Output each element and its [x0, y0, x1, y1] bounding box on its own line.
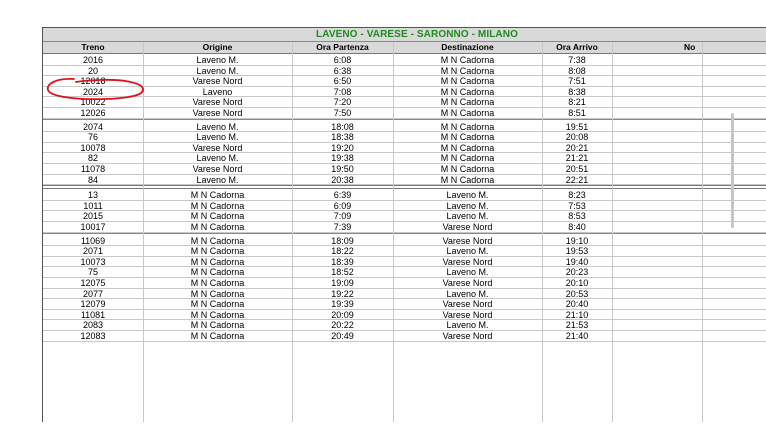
cell-treno: 10022: [80, 97, 106, 108]
table-row: [43, 164, 766, 175]
table-row: [43, 108, 766, 119]
cell-destinazione: M N Cadorna: [440, 142, 495, 153]
cell-destinazione: M N Cadorna: [440, 97, 495, 108]
column-header-row: [43, 42, 766, 54]
cell-destinazione: Varese Nord: [442, 235, 493, 246]
cell-treno: 2071: [82, 246, 104, 257]
cell-origine: M N Cadorna: [190, 299, 245, 310]
cell-origine: M N Cadorna: [190, 320, 245, 331]
cell-destinazione: Varese Nord: [442, 331, 493, 341]
header-treno: Treno: [81, 42, 105, 52]
timetable-sheet: [42, 27, 766, 422]
table-row: [43, 190, 766, 201]
cell-arrivo: 7:51: [568, 76, 586, 87]
cell-origine: M N Cadorna: [190, 211, 245, 222]
cell-origine: Varese Nord: [192, 97, 243, 108]
cell-arrivo: 20:08: [565, 132, 589, 143]
cell-arrivo: 8:38: [568, 86, 586, 97]
cell-treno: 84: [87, 174, 98, 185]
cell-treno: 11081: [80, 309, 106, 320]
table-row: [43, 153, 766, 164]
cell-arrivo: 7:38: [568, 55, 586, 65]
cell-origine: M N Cadorna: [190, 235, 245, 246]
cell-treno: 76: [87, 132, 98, 143]
cell-destinazione: Laveno M.: [446, 288, 489, 299]
cell-arrivo: 8:08: [568, 65, 586, 76]
cell-partenza: 20:38: [331, 174, 354, 185]
cell-origine: Laveno M.: [196, 121, 239, 132]
cell-partenza: 19:20: [331, 142, 354, 153]
cell-partenza: 19:22: [331, 288, 354, 299]
cell-origine: Laveno M.: [196, 153, 239, 164]
cell-partenza: 18:08: [331, 121, 354, 132]
cell-arrivo: 19:53: [565, 246, 589, 257]
cell-partenza: 19:50: [331, 164, 354, 174]
column-divider: [393, 42, 394, 422]
table-row: [43, 331, 766, 342]
cell-origine: M N Cadorna: [190, 246, 245, 257]
table-row: [43, 175, 766, 186]
cell-treno: 12083: [80, 331, 106, 341]
cell-partenza: 19:39: [331, 299, 354, 310]
header-origine: Origine: [202, 42, 233, 52]
header-destinazione: Destinazione: [441, 42, 494, 52]
table-row: [43, 267, 766, 278]
cell-destinazione: M N Cadorna: [440, 174, 495, 185]
cell-destinazione: M N Cadorna: [440, 153, 495, 164]
cell-arrivo: 8:53: [568, 211, 586, 222]
cell-destinazione: M N Cadorna: [440, 65, 495, 76]
cell-partenza: 7:39: [333, 222, 352, 232]
cell-treno: 2024: [82, 86, 104, 97]
red-circle-annotation: [44, 75, 145, 101]
table-row: [43, 222, 766, 233]
cell-treno: 11078: [80, 164, 106, 174]
cell-origine: Varese Nord: [192, 76, 243, 87]
table-row: [43, 76, 766, 87]
cell-partenza: 20:22: [331, 320, 354, 331]
cell-treno: 10073: [80, 256, 106, 267]
cell-origine: Varese Nord: [192, 108, 243, 118]
cell-destinazione: Laveno M.: [446, 190, 489, 201]
cell-partenza: 20:09: [331, 309, 354, 320]
cell-origine: M N Cadorna: [190, 309, 245, 320]
cell-origine: M N Cadorna: [190, 331, 245, 341]
cell-origine: M N Cadorna: [190, 200, 245, 211]
cell-origine: M N Cadorna: [190, 256, 245, 267]
cell-destinazione: Varese Nord: [442, 309, 493, 320]
cell-origine: Laveno: [202, 86, 233, 97]
table-row: [43, 143, 766, 154]
table-row: [43, 289, 766, 300]
cell-arrivo: 19:51: [565, 121, 589, 132]
table-row: [43, 122, 766, 133]
cell-arrivo: 19:40: [565, 256, 589, 267]
cell-destinazione: M N Cadorna: [440, 164, 495, 174]
cell-origine: Laveno M.: [196, 55, 239, 65]
cell-origine: M N Cadorna: [190, 190, 245, 201]
header-note: No: [684, 42, 696, 52]
header-ora-partenza: Ora Partenza: [316, 42, 369, 52]
cell-treno: 11069: [80, 235, 106, 246]
cell-origine: M N Cadorna: [190, 222, 245, 232]
cell-partenza: 20:49: [331, 331, 354, 341]
cell-destinazione: M N Cadorna: [440, 132, 495, 143]
table-row: [43, 257, 766, 268]
cell-partenza: 18:22: [331, 246, 354, 257]
cell-treno: 12075: [80, 278, 106, 288]
table-row: [43, 320, 766, 331]
cell-partenza: 6:39: [333, 190, 352, 201]
cell-treno: 12026: [80, 108, 106, 118]
cell-arrivo: 20:23: [565, 267, 589, 278]
cell-destinazione: M N Cadorna: [440, 121, 495, 132]
table-row: [43, 299, 766, 310]
cell-destinazione: Laveno M.: [446, 211, 489, 222]
table-row: [43, 87, 766, 98]
table-row: [43, 246, 766, 257]
cell-arrivo: 20:40: [565, 299, 589, 310]
cell-arrivo: 21:21: [565, 153, 589, 164]
cell-arrivo: 8:21: [568, 97, 586, 108]
cell-treno: 20: [87, 65, 98, 76]
cell-destinazione: Laveno M.: [446, 267, 489, 278]
cell-arrivo: 8:23: [568, 190, 586, 201]
cell-destinazione: Varese Nord: [442, 299, 493, 310]
column-divider: [292, 42, 293, 422]
cell-partenza: 6:08: [333, 55, 352, 65]
cell-treno: 2077: [82, 288, 104, 299]
cell-treno: 2083: [82, 320, 104, 331]
column-divider: [702, 42, 703, 422]
cell-partenza: 6:50: [333, 76, 352, 87]
cell-partenza: 19:09: [331, 278, 354, 288]
cell-destinazione: Varese Nord: [442, 222, 493, 232]
cell-treno: 82: [87, 153, 98, 164]
cell-partenza: 7:20: [333, 97, 352, 108]
cell-treno: 12079: [80, 299, 106, 310]
cell-partenza: 19:38: [331, 153, 354, 164]
cell-partenza: 7:50: [333, 108, 352, 118]
scrollbar-thumb[interactable]: [731, 113, 734, 228]
cell-partenza: 18:38: [331, 132, 354, 143]
column-divider: [612, 42, 613, 422]
cell-partenza: 18:09: [331, 235, 354, 246]
cell-origine: Laveno M.: [196, 174, 239, 185]
cell-origine: Laveno M.: [196, 132, 239, 143]
title-bar: [43, 28, 766, 42]
table-row: [43, 201, 766, 212]
cell-destinazione: Varese Nord: [442, 278, 493, 288]
cell-treno: 2015: [82, 211, 104, 222]
cell-arrivo: 8:51: [568, 108, 586, 118]
cell-partenza: 18:52: [331, 267, 354, 278]
table-row: [43, 278, 766, 289]
cell-treno: 10017: [80, 222, 106, 232]
cell-arrivo: 7:53: [568, 200, 586, 211]
header-ora-arrivo: Ora Arrivo: [556, 42, 598, 52]
cell-treno: 2016: [82, 55, 104, 65]
cell-origine: Laveno M.: [196, 65, 239, 76]
cell-arrivo: 19:10: [565, 235, 589, 246]
cell-partenza: 7:08: [333, 86, 352, 97]
cell-arrivo: 21:53: [565, 320, 589, 331]
timetable-title: LAVENO - VARESE - SARONNO - MILANO: [316, 29, 518, 40]
table-row: [43, 211, 766, 222]
cell-arrivo: 21:40: [565, 331, 589, 341]
section-separator: [43, 185, 766, 189]
cell-origine: Varese Nord: [192, 164, 243, 174]
cell-destinazione: Laveno M.: [446, 320, 489, 331]
cell-origine: Varese Nord: [192, 142, 243, 153]
cell-partenza: 18:39: [331, 256, 354, 267]
cell-destinazione: Laveno M.: [446, 200, 489, 211]
cell-origine: M N Cadorna: [190, 267, 245, 278]
cell-arrivo: 20:53: [565, 288, 589, 299]
table-row: [43, 66, 766, 77]
cell-destinazione: M N Cadorna: [440, 76, 495, 87]
cell-treno: 75: [87, 267, 98, 278]
cell-partenza: 6:09: [333, 200, 352, 211]
cell-arrivo: 21:10: [565, 309, 589, 320]
cell-arrivo: 20:10: [565, 278, 589, 288]
cell-destinazione: M N Cadorna: [440, 86, 495, 97]
cell-arrivo: 20:21: [565, 142, 589, 153]
cell-treno: 2074: [82, 121, 104, 132]
table-row: [43, 236, 766, 247]
cell-destinazione: Laveno M.: [446, 246, 489, 257]
cell-treno: 10078: [80, 142, 106, 153]
cell-arrivo: 22:21: [565, 174, 589, 185]
cell-destinazione: M N Cadorna: [440, 55, 495, 65]
cell-arrivo: 8:40: [568, 222, 586, 232]
cell-destinazione: M N Cadorna: [440, 108, 495, 118]
table-row: [43, 97, 766, 108]
cell-treno: 1011: [83, 200, 103, 211]
cell-destinazione: Varese Nord: [442, 256, 493, 267]
cell-origine: M N Cadorna: [190, 288, 245, 299]
table-row: [43, 55, 766, 66]
cell-partenza: 6:38: [333, 65, 352, 76]
column-divider: [542, 42, 543, 422]
cell-partenza: 7:09: [333, 211, 352, 222]
cell-treno: 12018: [80, 76, 106, 87]
cell-origine: M N Cadorna: [190, 278, 245, 288]
table-row: [43, 310, 766, 321]
cell-arrivo: 20:51: [565, 164, 589, 174]
cell-treno: 13: [87, 190, 98, 201]
table-row: [43, 132, 766, 143]
